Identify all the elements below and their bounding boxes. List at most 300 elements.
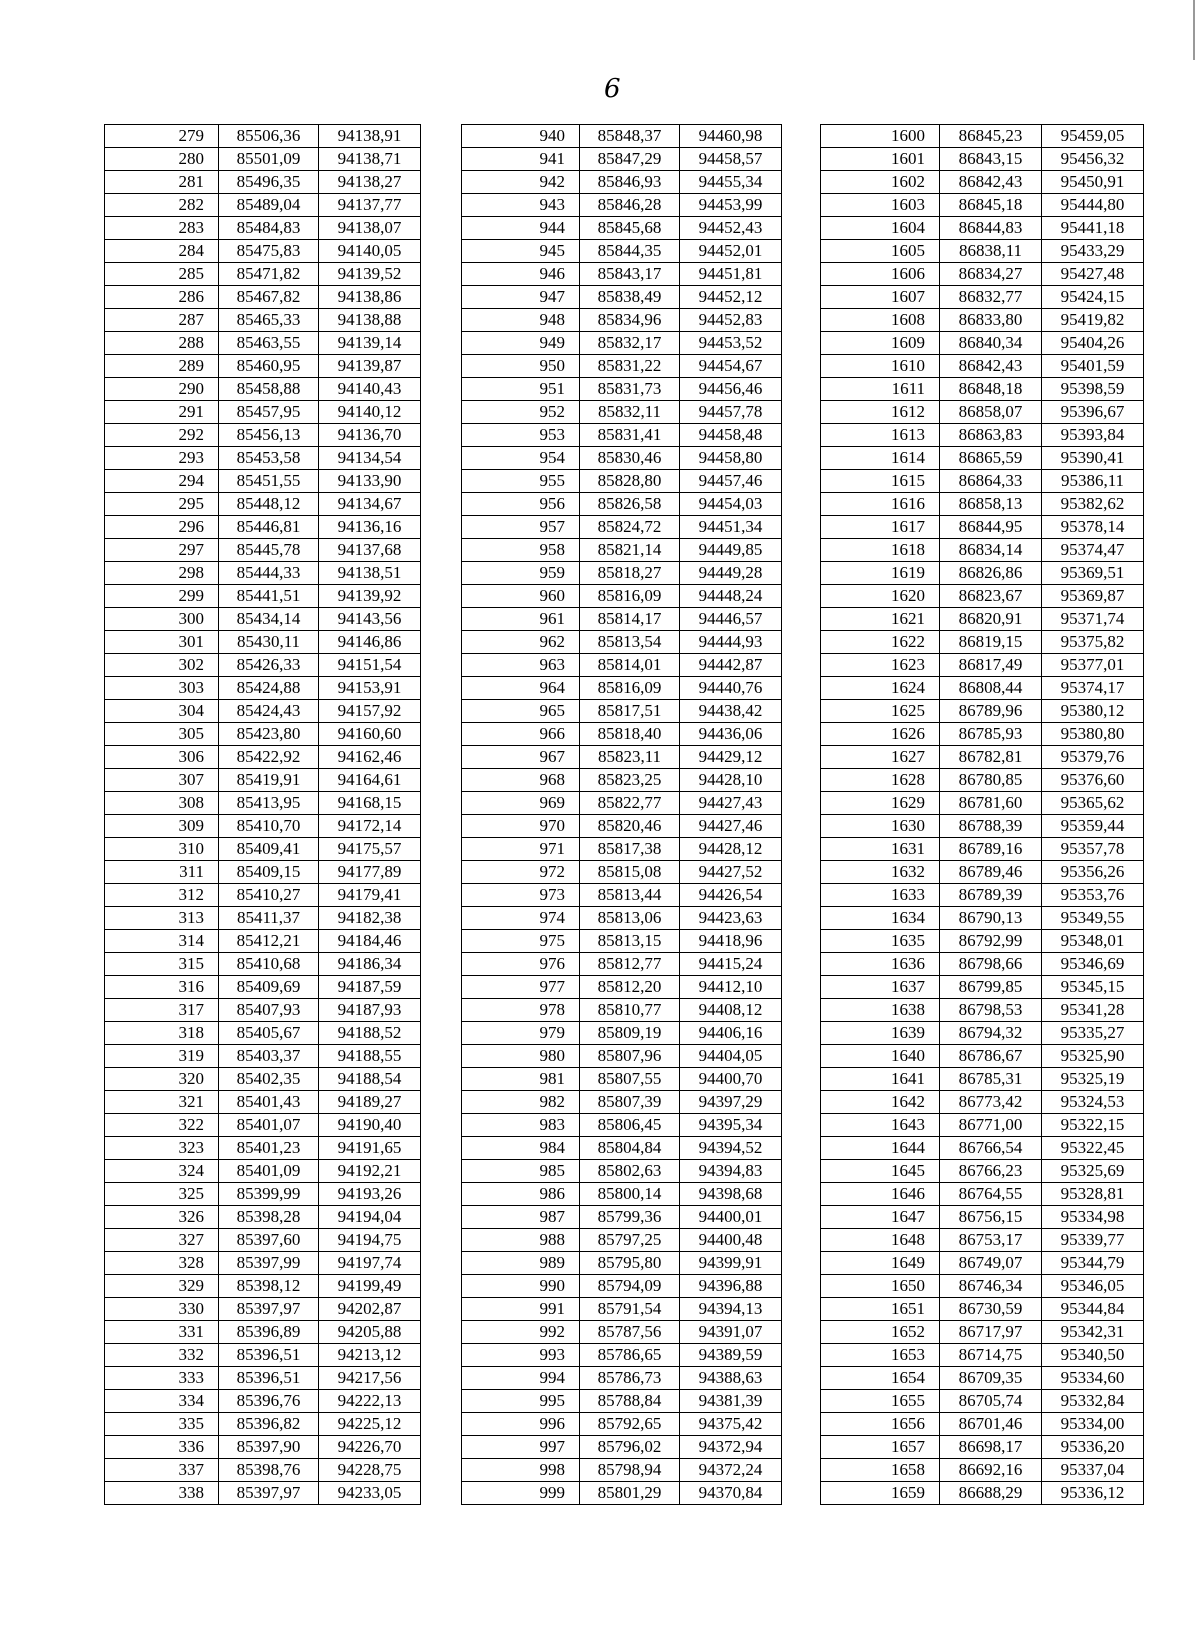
y-coordinate-cell: 94381,39 xyxy=(680,1390,782,1413)
point-number-cell: 941 xyxy=(462,148,580,171)
y-coordinate-cell: 94408,12 xyxy=(680,999,782,1022)
point-number-cell: 970 xyxy=(462,815,580,838)
x-coordinate-cell: 85812,77 xyxy=(580,953,680,976)
x-coordinate-cell: 85457,95 xyxy=(219,401,319,424)
table-row xyxy=(462,1482,782,1505)
table-row xyxy=(462,424,782,447)
y-coordinate-cell: 94138,88 xyxy=(319,309,421,332)
table-row xyxy=(105,1137,421,1160)
table-row xyxy=(821,999,1144,1022)
x-coordinate-cell: 85398,12 xyxy=(219,1275,319,1298)
point-number-cell: 338 xyxy=(105,1482,219,1505)
table-row xyxy=(105,723,421,746)
point-number-cell: 302 xyxy=(105,654,219,677)
x-coordinate-cell: 85786,65 xyxy=(580,1344,680,1367)
point-number-cell: 312 xyxy=(105,884,219,907)
y-coordinate-cell: 94139,14 xyxy=(319,332,421,355)
y-coordinate-cell: 94134,67 xyxy=(319,493,421,516)
x-coordinate-cell: 85448,12 xyxy=(219,493,319,516)
point-number-cell: 1655 xyxy=(821,1390,940,1413)
y-coordinate-cell: 94190,40 xyxy=(319,1114,421,1137)
point-number-cell: 976 xyxy=(462,953,580,976)
point-number-cell: 335 xyxy=(105,1413,219,1436)
x-coordinate-cell: 86848,18 xyxy=(940,378,1042,401)
table-row xyxy=(462,1413,782,1436)
table-row xyxy=(462,1045,782,1068)
y-coordinate-cell: 94151,54 xyxy=(319,654,421,677)
table-row xyxy=(462,907,782,930)
table-row xyxy=(105,1068,421,1091)
x-coordinate-cell: 85832,11 xyxy=(580,401,680,424)
x-coordinate-cell: 85813,15 xyxy=(580,930,680,953)
x-coordinate-cell: 86858,13 xyxy=(940,493,1042,516)
x-coordinate-cell: 86766,23 xyxy=(940,1160,1042,1183)
y-coordinate-cell: 94372,94 xyxy=(680,1436,782,1459)
x-coordinate-cell: 85821,14 xyxy=(580,539,680,562)
table-row xyxy=(462,355,782,378)
point-number-cell: 296 xyxy=(105,516,219,539)
point-number-cell: 311 xyxy=(105,861,219,884)
point-number-cell: 318 xyxy=(105,1022,219,1045)
y-coordinate-cell: 94446,57 xyxy=(680,608,782,631)
x-coordinate-cell: 86844,83 xyxy=(940,217,1042,240)
x-coordinate-cell: 86798,66 xyxy=(940,953,1042,976)
y-coordinate-cell: 94452,83 xyxy=(680,309,782,332)
x-coordinate-cell: 85831,41 xyxy=(580,424,680,447)
y-coordinate-cell: 94442,87 xyxy=(680,654,782,677)
x-coordinate-cell: 85813,54 xyxy=(580,631,680,654)
table-row xyxy=(462,539,782,562)
point-number-cell: 1622 xyxy=(821,631,940,654)
point-number-cell: 1611 xyxy=(821,378,940,401)
y-coordinate-cell: 94457,78 xyxy=(680,401,782,424)
table-row xyxy=(821,608,1144,631)
x-coordinate-cell: 85795,80 xyxy=(580,1252,680,1275)
x-coordinate-cell: 85402,35 xyxy=(219,1068,319,1091)
x-coordinate-cell: 86794,32 xyxy=(940,1022,1042,1045)
table-row xyxy=(105,884,421,907)
y-coordinate-cell: 94404,05 xyxy=(680,1045,782,1068)
y-coordinate-cell: 94391,07 xyxy=(680,1321,782,1344)
x-coordinate-cell: 86780,85 xyxy=(940,769,1042,792)
table-row xyxy=(105,286,421,309)
x-coordinate-cell: 85813,06 xyxy=(580,907,680,930)
x-coordinate-cell: 86863,83 xyxy=(940,424,1042,447)
y-coordinate-cell: 94194,75 xyxy=(319,1229,421,1252)
y-coordinate-cell: 94136,16 xyxy=(319,516,421,539)
point-number-cell: 298 xyxy=(105,562,219,585)
y-coordinate-cell: 94188,54 xyxy=(319,1068,421,1091)
y-coordinate-cell: 94136,70 xyxy=(319,424,421,447)
point-number-cell: 332 xyxy=(105,1344,219,1367)
x-coordinate-cell: 85814,01 xyxy=(580,654,680,677)
y-coordinate-cell: 94370,84 xyxy=(680,1482,782,1505)
point-number-cell: 285 xyxy=(105,263,219,286)
point-number-cell: 988 xyxy=(462,1229,580,1252)
point-number-cell: 1621 xyxy=(821,608,940,631)
y-coordinate-cell: 94140,43 xyxy=(319,378,421,401)
y-coordinate-cell: 95342,31 xyxy=(1042,1321,1144,1344)
table-row xyxy=(462,493,782,516)
table-row xyxy=(821,263,1144,286)
x-coordinate-cell: 85453,58 xyxy=(219,447,319,470)
table-row xyxy=(462,470,782,493)
y-coordinate-cell: 95334,60 xyxy=(1042,1367,1144,1390)
y-coordinate-cell: 94394,13 xyxy=(680,1298,782,1321)
point-number-cell: 1616 xyxy=(821,493,940,516)
point-number-cell: 283 xyxy=(105,217,219,240)
y-coordinate-cell: 94188,52 xyxy=(319,1022,421,1045)
x-coordinate-cell: 86817,49 xyxy=(940,654,1042,677)
coordinates-table-3 xyxy=(820,124,1144,1505)
point-number-cell: 1628 xyxy=(821,769,940,792)
point-number-cell: 990 xyxy=(462,1275,580,1298)
x-coordinate-cell: 86730,59 xyxy=(940,1298,1042,1321)
point-number-cell: 1640 xyxy=(821,1045,940,1068)
table-row xyxy=(821,401,1144,424)
x-coordinate-cell: 85409,41 xyxy=(219,838,319,861)
y-coordinate-cell: 95380,12 xyxy=(1042,700,1144,723)
x-coordinate-cell: 85815,08 xyxy=(580,861,680,884)
table-row xyxy=(821,378,1144,401)
point-number-cell: 320 xyxy=(105,1068,219,1091)
x-coordinate-cell: 86833,80 xyxy=(940,309,1042,332)
table-row xyxy=(105,493,421,516)
x-coordinate-cell: 86705,74 xyxy=(940,1390,1042,1413)
table-row xyxy=(105,1022,421,1045)
x-coordinate-cell: 86788,39 xyxy=(940,815,1042,838)
y-coordinate-cell: 95378,14 xyxy=(1042,516,1144,539)
y-coordinate-cell: 94452,12 xyxy=(680,286,782,309)
y-coordinate-cell: 94233,05 xyxy=(319,1482,421,1505)
point-number-cell: 972 xyxy=(462,861,580,884)
table-row xyxy=(105,125,421,148)
point-number-cell: 1606 xyxy=(821,263,940,286)
point-number-cell: 952 xyxy=(462,401,580,424)
x-coordinate-cell: 86789,39 xyxy=(940,884,1042,907)
y-coordinate-cell: 95369,87 xyxy=(1042,585,1144,608)
x-coordinate-cell: 85496,35 xyxy=(219,171,319,194)
table-row xyxy=(462,171,782,194)
table-row xyxy=(462,1206,782,1229)
table-row xyxy=(462,677,782,700)
y-coordinate-cell: 94137,77 xyxy=(319,194,421,217)
table-row xyxy=(462,562,782,585)
point-number-cell: 1648 xyxy=(821,1229,940,1252)
y-coordinate-cell: 94449,85 xyxy=(680,539,782,562)
x-coordinate-cell: 86843,15 xyxy=(940,148,1042,171)
point-number-cell: 954 xyxy=(462,447,580,470)
y-coordinate-cell: 94388,63 xyxy=(680,1367,782,1390)
x-coordinate-cell: 86799,85 xyxy=(940,976,1042,999)
point-number-cell: 971 xyxy=(462,838,580,861)
y-coordinate-cell: 94160,60 xyxy=(319,723,421,746)
y-coordinate-cell: 95336,12 xyxy=(1042,1482,1144,1505)
x-coordinate-cell: 86798,53 xyxy=(940,999,1042,1022)
table-row xyxy=(462,861,782,884)
table-row xyxy=(105,861,421,884)
y-coordinate-cell: 95424,15 xyxy=(1042,286,1144,309)
point-number-cell: 1650 xyxy=(821,1275,940,1298)
point-number-cell: 996 xyxy=(462,1413,580,1436)
point-number-cell: 1626 xyxy=(821,723,940,746)
x-coordinate-cell: 86834,14 xyxy=(940,539,1042,562)
point-number-cell: 940 xyxy=(462,125,580,148)
table-row xyxy=(462,401,782,424)
y-coordinate-cell: 94412,10 xyxy=(680,976,782,999)
point-number-cell: 994 xyxy=(462,1367,580,1390)
table-row xyxy=(105,1390,421,1413)
x-coordinate-cell: 86792,99 xyxy=(940,930,1042,953)
table-row xyxy=(462,332,782,355)
table-row xyxy=(821,1022,1144,1045)
x-coordinate-cell: 85451,55 xyxy=(219,470,319,493)
point-number-cell: 1646 xyxy=(821,1183,940,1206)
x-coordinate-cell: 85787,56 xyxy=(580,1321,680,1344)
x-coordinate-cell: 86785,31 xyxy=(940,1068,1042,1091)
x-coordinate-cell: 86845,18 xyxy=(940,194,1042,217)
y-coordinate-cell: 94137,68 xyxy=(319,539,421,562)
y-coordinate-cell: 94162,46 xyxy=(319,746,421,769)
table-row xyxy=(462,976,782,999)
x-coordinate-cell: 85397,97 xyxy=(219,1298,319,1321)
point-number-cell: 979 xyxy=(462,1022,580,1045)
x-coordinate-cell: 85401,09 xyxy=(219,1160,319,1183)
table-row xyxy=(105,1344,421,1367)
y-coordinate-cell: 95345,15 xyxy=(1042,976,1144,999)
table-row xyxy=(462,1091,782,1114)
table-row xyxy=(821,838,1144,861)
y-coordinate-cell: 94193,26 xyxy=(319,1183,421,1206)
table-row xyxy=(821,1068,1144,1091)
y-coordinate-cell: 94438,42 xyxy=(680,700,782,723)
x-coordinate-cell: 85434,14 xyxy=(219,608,319,631)
x-coordinate-cell: 85424,88 xyxy=(219,677,319,700)
table-row xyxy=(462,723,782,746)
table-row xyxy=(462,286,782,309)
x-coordinate-cell: 85506,36 xyxy=(219,125,319,148)
table-row xyxy=(105,746,421,769)
table-row xyxy=(462,815,782,838)
y-coordinate-cell: 94138,71 xyxy=(319,148,421,171)
table-row xyxy=(105,585,421,608)
x-coordinate-cell: 85816,09 xyxy=(580,677,680,700)
table-row xyxy=(105,1160,421,1183)
x-coordinate-cell: 86766,54 xyxy=(940,1137,1042,1160)
y-coordinate-cell: 94139,87 xyxy=(319,355,421,378)
x-coordinate-cell: 86834,27 xyxy=(940,263,1042,286)
table-row xyxy=(105,815,421,838)
x-coordinate-cell: 86749,07 xyxy=(940,1252,1042,1275)
table-row xyxy=(105,240,421,263)
x-coordinate-cell: 86717,97 xyxy=(940,1321,1042,1344)
table-row xyxy=(821,1436,1144,1459)
x-coordinate-cell: 85794,09 xyxy=(580,1275,680,1298)
table-row xyxy=(105,700,421,723)
table-row xyxy=(821,1160,1144,1183)
table-row xyxy=(462,194,782,217)
table-row xyxy=(462,930,782,953)
point-number-cell: 334 xyxy=(105,1390,219,1413)
x-coordinate-cell: 85467,82 xyxy=(219,286,319,309)
point-number-cell: 1633 xyxy=(821,884,940,907)
table-row xyxy=(462,1160,782,1183)
table-row xyxy=(821,1206,1144,1229)
table-row xyxy=(105,792,421,815)
y-coordinate-cell: 95348,01 xyxy=(1042,930,1144,953)
y-coordinate-cell: 94455,34 xyxy=(680,171,782,194)
table-row xyxy=(105,1229,421,1252)
y-coordinate-cell: 94458,80 xyxy=(680,447,782,470)
point-number-cell: 1645 xyxy=(821,1160,940,1183)
y-coordinate-cell: 94157,92 xyxy=(319,700,421,723)
point-number-cell: 295 xyxy=(105,493,219,516)
x-coordinate-cell: 85834,96 xyxy=(580,309,680,332)
x-coordinate-cell: 85465,33 xyxy=(219,309,319,332)
y-coordinate-cell: 94217,56 xyxy=(319,1367,421,1390)
x-coordinate-cell: 86773,42 xyxy=(940,1091,1042,1114)
x-coordinate-cell: 85405,67 xyxy=(219,1022,319,1045)
x-coordinate-cell: 85818,40 xyxy=(580,723,680,746)
y-coordinate-cell: 95393,84 xyxy=(1042,424,1144,447)
y-coordinate-cell: 94138,86 xyxy=(319,286,421,309)
y-coordinate-cell: 94186,34 xyxy=(319,953,421,976)
point-number-cell: 1654 xyxy=(821,1367,940,1390)
point-number-cell: 1607 xyxy=(821,286,940,309)
y-coordinate-cell: 94168,15 xyxy=(319,792,421,815)
y-coordinate-cell: 95357,78 xyxy=(1042,838,1144,861)
x-coordinate-cell: 86808,44 xyxy=(940,677,1042,700)
table-row xyxy=(821,815,1144,838)
point-number-cell: 968 xyxy=(462,769,580,792)
y-coordinate-cell: 94175,57 xyxy=(319,838,421,861)
y-coordinate-cell: 94140,05 xyxy=(319,240,421,263)
point-number-cell: 961 xyxy=(462,608,580,631)
x-coordinate-cell: 86789,16 xyxy=(940,838,1042,861)
y-coordinate-cell: 94139,52 xyxy=(319,263,421,286)
point-number-cell: 1644 xyxy=(821,1137,940,1160)
table-row xyxy=(821,930,1144,953)
point-number-cell: 328 xyxy=(105,1252,219,1275)
y-coordinate-cell: 94140,12 xyxy=(319,401,421,424)
y-coordinate-cell: 95374,17 xyxy=(1042,677,1144,700)
y-coordinate-cell: 95382,62 xyxy=(1042,493,1144,516)
table-row xyxy=(821,470,1144,493)
table-row xyxy=(821,1183,1144,1206)
x-coordinate-cell: 85792,65 xyxy=(580,1413,680,1436)
table-row xyxy=(105,1183,421,1206)
table-row xyxy=(462,1229,782,1252)
table-row xyxy=(462,631,782,654)
y-coordinate-cell: 95427,48 xyxy=(1042,263,1144,286)
table-row xyxy=(462,125,782,148)
table-row xyxy=(821,700,1144,723)
point-number-cell: 997 xyxy=(462,1436,580,1459)
table-row xyxy=(821,976,1144,999)
point-number-cell: 1617 xyxy=(821,516,940,539)
point-number-cell: 326 xyxy=(105,1206,219,1229)
x-coordinate-cell: 85489,04 xyxy=(219,194,319,217)
table-row xyxy=(105,562,421,585)
y-coordinate-cell: 95380,80 xyxy=(1042,723,1144,746)
y-coordinate-cell: 94457,46 xyxy=(680,470,782,493)
y-coordinate-cell: 95346,05 xyxy=(1042,1275,1144,1298)
point-number-cell: 1632 xyxy=(821,861,940,884)
point-number-cell: 966 xyxy=(462,723,580,746)
y-coordinate-cell: 94202,87 xyxy=(319,1298,421,1321)
table-row xyxy=(821,1344,1144,1367)
y-coordinate-cell: 95334,00 xyxy=(1042,1413,1144,1436)
table-row xyxy=(105,1459,421,1482)
table-row xyxy=(462,263,782,286)
x-coordinate-cell: 85814,17 xyxy=(580,608,680,631)
table-row xyxy=(821,1321,1144,1344)
point-number-cell: 958 xyxy=(462,539,580,562)
table-row xyxy=(821,792,1144,815)
point-number-cell: 1649 xyxy=(821,1252,940,1275)
x-coordinate-cell: 85831,22 xyxy=(580,355,680,378)
point-number-cell: 1613 xyxy=(821,424,940,447)
table-row xyxy=(821,1459,1144,1482)
table-row xyxy=(462,792,782,815)
point-number-cell: 292 xyxy=(105,424,219,447)
y-coordinate-cell: 95371,74 xyxy=(1042,608,1144,631)
point-number-cell: 967 xyxy=(462,746,580,769)
point-number-cell: 1602 xyxy=(821,171,940,194)
y-coordinate-cell: 94133,90 xyxy=(319,470,421,493)
table-row xyxy=(462,1275,782,1298)
y-coordinate-cell: 94138,91 xyxy=(319,125,421,148)
table-row xyxy=(821,1482,1144,1505)
point-number-cell: 284 xyxy=(105,240,219,263)
x-coordinate-cell: 85401,43 xyxy=(219,1091,319,1114)
y-coordinate-cell: 94138,51 xyxy=(319,562,421,585)
point-number-cell: 323 xyxy=(105,1137,219,1160)
point-number-cell: 948 xyxy=(462,309,580,332)
x-coordinate-cell: 85807,96 xyxy=(580,1045,680,1068)
x-coordinate-cell: 85444,33 xyxy=(219,562,319,585)
point-number-cell: 1634 xyxy=(821,907,940,930)
y-coordinate-cell: 94395,34 xyxy=(680,1114,782,1137)
x-coordinate-cell: 85475,83 xyxy=(219,240,319,263)
y-coordinate-cell: 94172,14 xyxy=(319,815,421,838)
y-coordinate-cell: 94225,12 xyxy=(319,1413,421,1436)
y-coordinate-cell: 94452,01 xyxy=(680,240,782,263)
x-coordinate-cell: 86823,67 xyxy=(940,585,1042,608)
point-number-cell: 959 xyxy=(462,562,580,585)
x-coordinate-cell: 86714,75 xyxy=(940,1344,1042,1367)
y-coordinate-cell: 94164,61 xyxy=(319,769,421,792)
point-number-cell: 983 xyxy=(462,1114,580,1137)
point-number-cell: 973 xyxy=(462,884,580,907)
x-coordinate-cell: 86781,60 xyxy=(940,792,1042,815)
table-row xyxy=(821,884,1144,907)
table-row xyxy=(105,1298,421,1321)
y-coordinate-cell: 95334,98 xyxy=(1042,1206,1144,1229)
point-number-cell: 945 xyxy=(462,240,580,263)
table-row xyxy=(462,838,782,861)
table-row xyxy=(462,148,782,171)
point-number-cell: 969 xyxy=(462,792,580,815)
point-number-cell: 965 xyxy=(462,700,580,723)
y-coordinate-cell: 94375,42 xyxy=(680,1413,782,1436)
point-number-cell: 1603 xyxy=(821,194,940,217)
table-row xyxy=(105,539,421,562)
point-number-cell: 949 xyxy=(462,332,580,355)
x-coordinate-cell: 86819,15 xyxy=(940,631,1042,654)
table-row xyxy=(462,1183,782,1206)
point-number-cell: 289 xyxy=(105,355,219,378)
